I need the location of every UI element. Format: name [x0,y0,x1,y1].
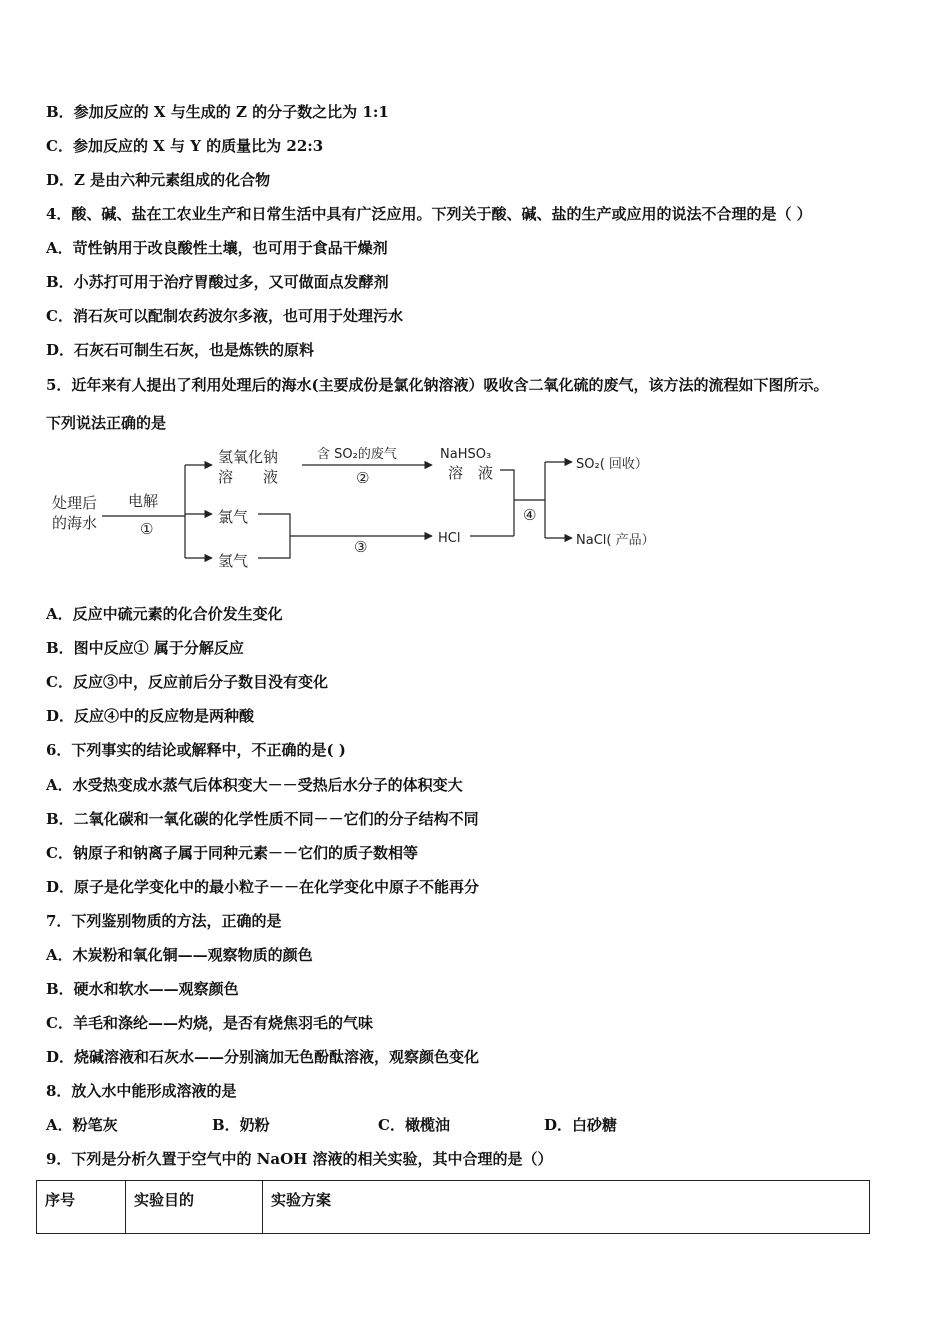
q4-option-d: D．石灰石可制生石灰，也是炼铁的原料 [46,341,315,359]
q7-option-b: B．硬水和软水——观察颜色 [46,980,239,998]
q5-option-c: C．反应③中，反应前后分子数目没有变化 [46,673,328,691]
nahso3-label-1: NaHSO₃ [440,447,492,462]
q9-stem: 9．下列是分析久置于空气中的 NaOH 溶液的相关实验，其中合理的是（） [46,1150,553,1168]
q8-option-d: D．白砂糖 [544,1116,618,1134]
q4-option-c: C．消石灰可以配制农药波尔多液，也可用于处理污水 [46,307,403,325]
q7-option-d: D．烧碱溶液和石灰水——分别滴加无色酚酞溶液，观察颜色变化 [46,1048,480,1066]
so2-gas-label: 含 SO₂的废气 [317,447,397,462]
naoh-label-1: 氢氧化钠 [218,448,279,466]
q4-stem: 4．酸、碱、盐在工农业生产和日常生活中具有广泛应用。下列关于酸、碱、盐的生产或应用的说法不合理的是（ ） [46,205,812,223]
seawater-label-1: 处理后 [52,494,98,512]
step1-label: ① [140,520,154,538]
q3-option-c: C．参加反应的 X 与 Y 的质量比为 22:3 [46,137,324,155]
q6-option-b: B．二氧化碳和一氧化碳的化学性质不同－－它们的分子结构不同 [46,810,479,828]
q8-option-a: A．粉笔灰 [46,1116,118,1134]
so2-recover-label: SO₂( 回收） [576,457,648,472]
nahso3-label-2: 溶 液 [448,464,494,482]
chlorine-line [258,514,290,536]
q6-option-c: C．钠原子和钠离子属于同种元素－－它们的质子数相等 [46,844,418,862]
q5-stem: 5．近年来有人提出了利用处理后的海水(主要成份是氯化钠溶液）吸收含二氧化硫的废气，该方法的流程如下图所示。 [46,376,829,394]
nahso3-merge-line [500,470,514,536]
table-header-row [37,1181,870,1234]
q8-option-b: B．奶粉 [212,1116,270,1134]
q7-option-a: A．木炭粉和氧化铜——观察物质的颜色 [46,946,313,964]
header-cell-index: 序号 [37,1181,126,1234]
header-cell-plan: 实验方案 [263,1181,870,1234]
q7-stem: 7．下列鉴别物质的方法，正确的是 [46,912,282,930]
q6-option-d: D．原子是化学变化中的最小粒子－－在化学变化中原子不能再分 [46,878,480,896]
q8-option-c: C．橄榄油 [378,1116,450,1134]
q8-stem: 8．放入水中能形成溶液的是 [46,1082,237,1100]
hydrogen-line [258,536,290,558]
q5-option-d: D．反应④中的反应物是两种酸 [46,707,255,725]
nacl-product-label: NaCl( 产品） [576,533,655,548]
hydrogen-label: 氢气 [218,552,249,570]
q4-option-b: B．小苏打可用于治疗胃酸过多，又可做面点发酵剂 [46,273,389,291]
q5-stem-cont: 下列说法正确的是 [46,414,167,432]
q9-table [36,1180,870,1234]
q6-stem: 6．下列事实的结论或解释中，不正确的是( ) [46,741,346,759]
q7-option-c: C．羊毛和涤纶——灼烧，是否有烧焦羽毛的气味 [46,1014,373,1032]
step2-label: ② [356,469,370,487]
q5-option-a: A．反应中硫元素的化合价发生变化 [46,605,283,623]
q5-flowchart [40,440,700,580]
header-cell-purpose: 实验目的 [126,1181,263,1234]
q3-option-b: B．参加反应的 X 与生成的 Z 的分子数之比为 1:1 [46,103,389,121]
electrolysis-label: 电解 [128,492,159,510]
q3-option-d: D．Z 是由六种元素组成的化合物 [46,171,271,189]
q4-option-a: A．苛性钠用于改良酸性土壤，也可用于食品干燥剂 [46,239,388,257]
step3-label: ③ [354,538,368,556]
step4-label: ④ [523,506,537,524]
hcl-label: HCl [438,531,461,546]
q6-option-a: A．水受热变成水蒸气后体积变大－－受热后水分子的体积变大 [46,776,463,794]
seawater-label-2: 的海水 [52,514,98,532]
q5-option-b: B．图中反应① 属于分解反应 [46,639,244,657]
chlorine-label: 氯气 [218,508,249,526]
naoh-label-2: 溶 液 [218,468,279,486]
